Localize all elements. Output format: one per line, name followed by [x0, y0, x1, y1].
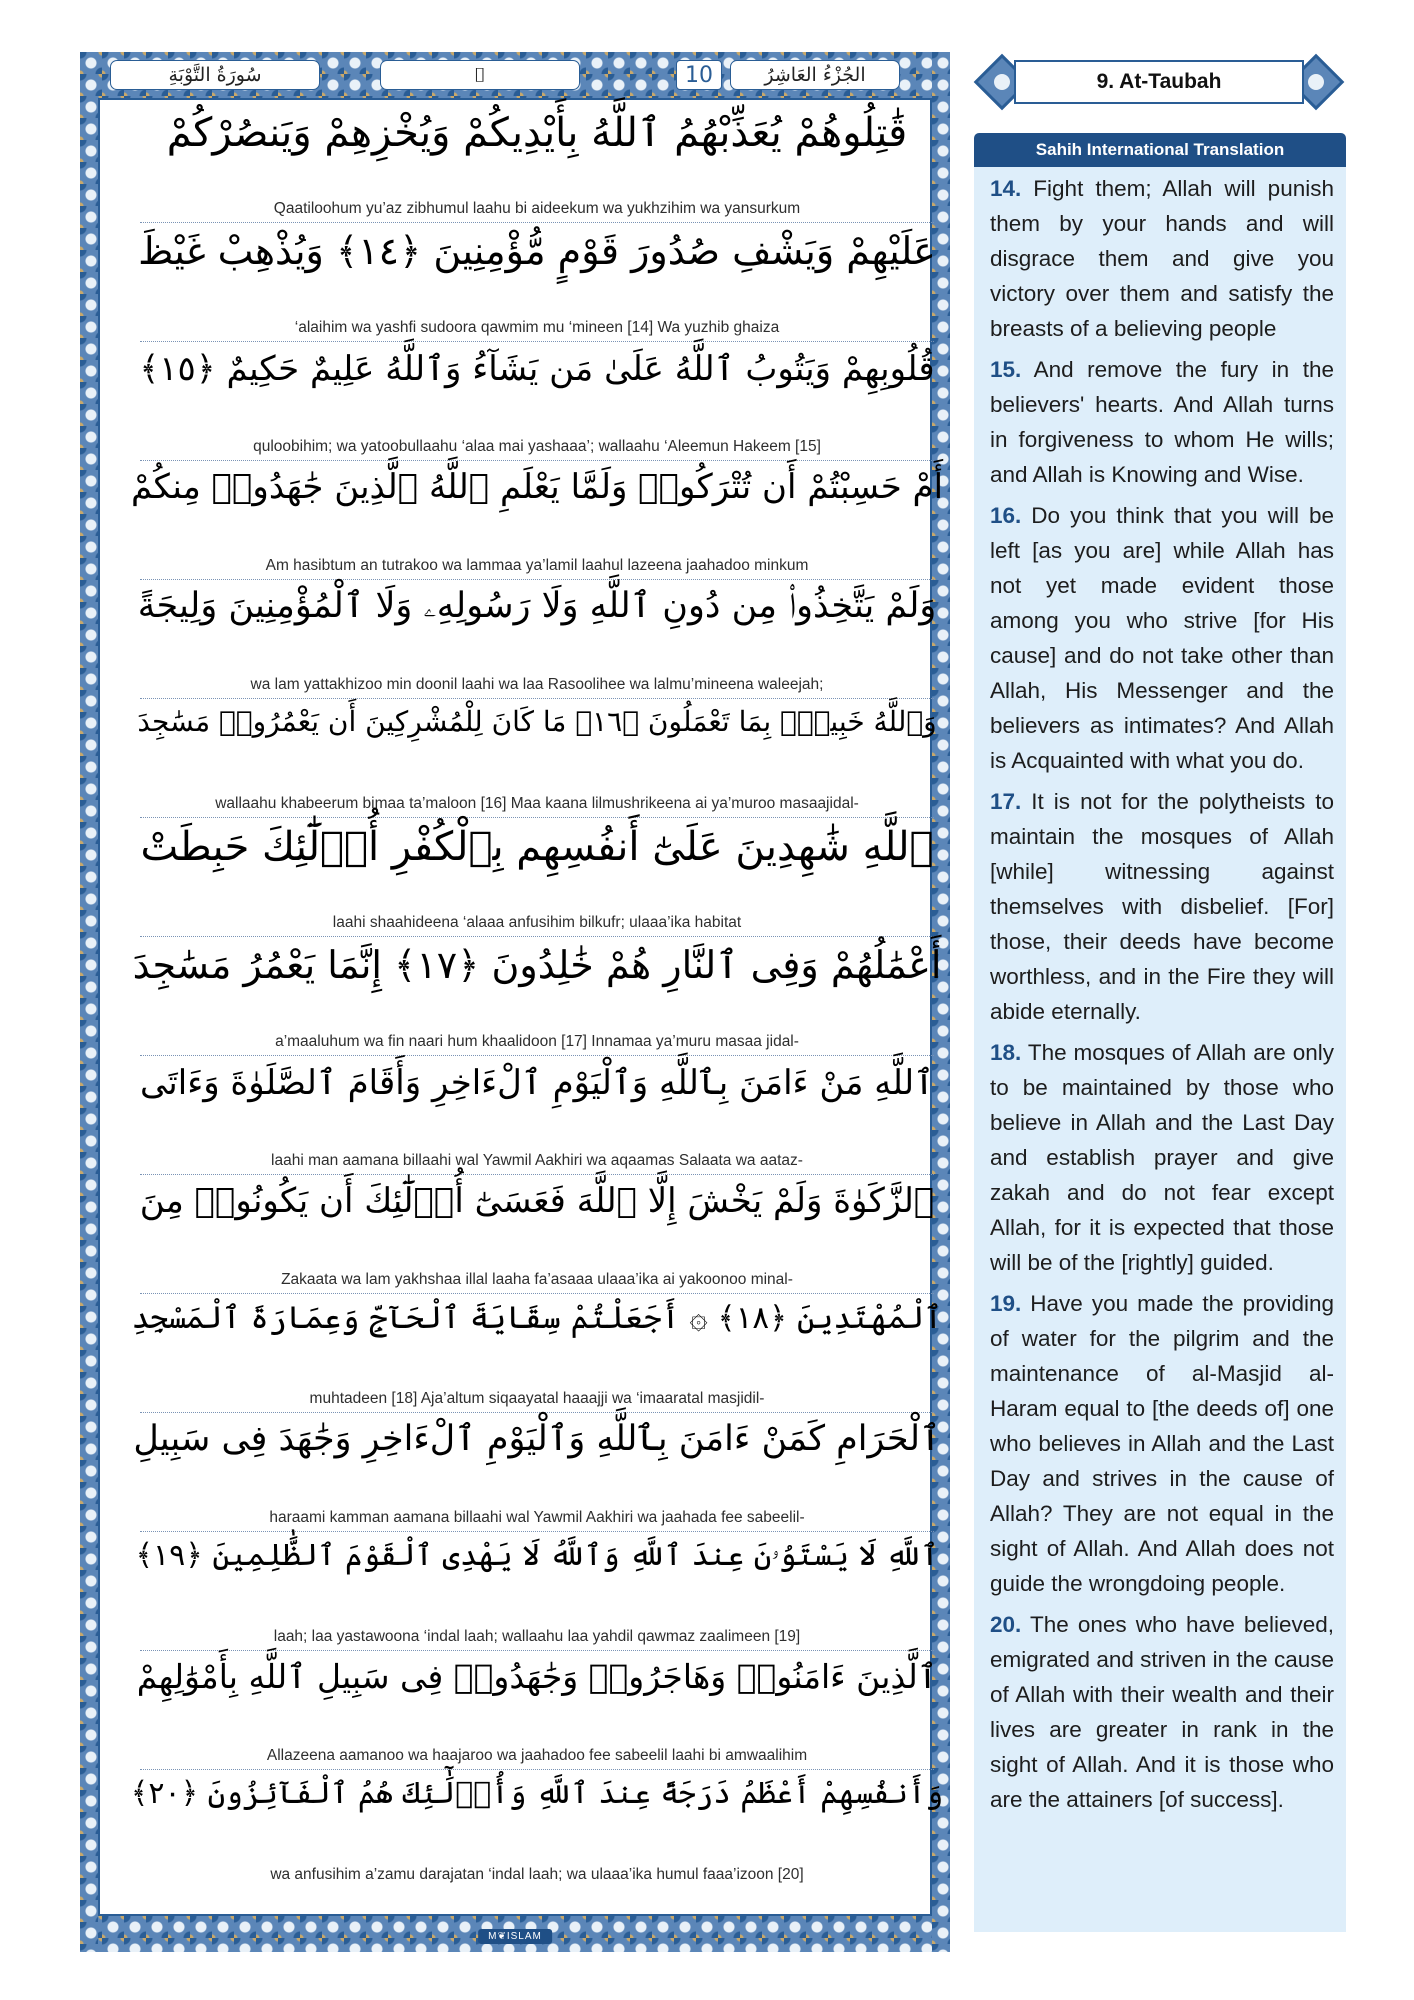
verse-area: [98, 98, 944, 1916]
verse-number: 18.: [990, 1040, 1022, 1065]
page-marker: ⌷: [380, 60, 580, 90]
translation-text: Fight them; Allah will punish them by your hands and will disgrace them and give you victory over them and satisfy the breasts of a believing people: [990, 176, 1334, 341]
translation-verse: [990, 1607, 1334, 1817]
transliteration-text: wallaahu khabeerum bimaa ta’maloon [16] Maa kaana lilmushrikeena ai ya’muroo masaajidal-: [215, 795, 859, 812]
verse-number: 14.: [990, 176, 1022, 201]
arabic-text: قُلُوبِهِمْ وَيَتُوبُ ٱللَّهُ عَلَىٰ مَن يَشَآءُ وَٱللَّهُ عَلِيمٌ حَكِيمٌ ﴿١٥﴾: [139, 349, 935, 389]
transliteration-text: laah; laa yastawoona ‘indal laah; wallaahu laa yahdil qawmaz zaalimeen [19]: [273, 1628, 801, 1645]
transliteration-text: muhtadeen [18] Aja’altum siqaayatal haaajji wa ‘imaaratal masjidil-: [309, 1390, 765, 1407]
transliteration-text: haraami kamman aamana billaahi wal Yawmil Aakhiri wa jaahada fee sabeelil-: [269, 1509, 805, 1526]
transliteration-text: quloobihim; wa yatoobullaahu ‘alaa mai yashaaa’; wallaahu ‘Aleemun Hakeem [15]: [253, 438, 821, 455]
translation-column: [974, 167, 1346, 1932]
transliteration-text: wa anfusihim a’zamu darajatan ‘indal laah; wa ulaaa’ika humul faaa’izoon [20]: [270, 1866, 804, 1883]
brand-logo: M❦ISLAM: [478, 1929, 552, 1944]
translation-text: Do you think that you will be left [as you are] while Allah has not yet made evident those among you who strive [for His cause] and do not take other than Allah, His Messenger and the believers as intimates? And Allah is Acquainted with what you do.: [990, 503, 1334, 773]
arabic-text: وَأَنفُسِهِمْ أَعْظَمُ دَرَجَةً عِندَ ٱللَّهِ وَأُو۟لَٰٓئِكَ هُمُ ٱلْفَآئِزُونَ ﴿٢٠﴾: [130, 1776, 944, 1811]
transliteration-text: Am hasibtum an tutrakoo wa lammaa ya’lamil laahul lazeena jaahadoo minkum: [265, 557, 809, 574]
verse-line: [130, 1651, 944, 1770]
arabic-text: أَعْمَٰلُهُمْ وَفِى ٱلنَّارِ هُمْ خَٰلِدُونَ ﴿١٧﴾ إِنَّمَا يَعْمُرُ مَسَٰجِدَ: [132, 943, 942, 987]
translation-text: Have you made the providing of water for the pilgrim and the maintenance of al-Masjid al-Haram equal to [the deeds of] one who believes in Allah and the Last Day and strives in the cause of Allah? They are not equal in the sight of Allah. And Allah does not guide the wrongdoing people.: [990, 1291, 1334, 1596]
arabic-text: عَلَيْهِمْ وَيَشْفِ صُدُورَ قَوْمٍ مُّؤْمِنِينَ ﴿١٤﴾ وَيُذْهِبْ غَيْظَ: [138, 229, 936, 273]
surah-name-label: سُورَةُ التَّوْبَةِ: [110, 60, 320, 90]
translation-verse: [990, 784, 1334, 1029]
translation-text: And remove the fury in the believers' hearts. And Allah turns in forgiveness to whom He wills; and Allah is Knowing and Wise.: [990, 357, 1334, 487]
translation-verse: [990, 171, 1334, 346]
verse-line: [130, 461, 944, 580]
translation-verse: [990, 352, 1334, 492]
verse-line: [130, 580, 944, 699]
verse-line: [130, 342, 944, 461]
arabic-text: ٱللَّهِ مَنْ ءَامَنَ بِٱللَّهِ وَٱلْيَوْمِ ٱلْءَاخِرِ وَأَقَامَ ٱلصَّلَوٰةَ وَءَاتَى: [139, 1063, 935, 1103]
arabic-text: وَلَمْ يَتَّخِذُوا۟ مِن دُونِ ٱللَّهِ وَلَا رَسُولِهِۦ وَلَا ٱلْمُؤْمِنِينَ وَلِيجَةً: [137, 586, 937, 626]
arabic-text: ٱلْحَرَامِ كَمَنْ ءَامَنَ بِٱللَّهِ وَٱلْيَوْمِ ٱلْءَاخِرِ وَجَٰهَدَ فِى سَبِيلِ: [133, 1419, 941, 1459]
verse-line: [130, 1770, 944, 1889]
transliteration-text: Zakaata wa lam yakhshaa illal laaha fa’asaaa ulaaa’ika ai yakoonoo minal-: [281, 1271, 793, 1288]
translation-text: The mosques of Allah are only to be maintained by those who believe in Allah and the Last Day and establish prayer and give zakah and do not fear except Allah, for it is expected that those will be of the [rightly] guided.: [990, 1040, 1334, 1275]
translation-header: Sahih International Translation: [974, 133, 1346, 167]
arabic-text: قَٰتِلُوهُمْ يُعَذِّبْهُمُ ٱللَّهُ بِأَيْدِيكُمْ وَيُخْزِهِمْ وَيَنصُرْكُمْ: [166, 110, 908, 156]
verse-number: 20.: [990, 1612, 1022, 1637]
juz-number: 10: [676, 60, 722, 90]
surah-title-banner: [974, 56, 1344, 108]
verse-line: [130, 1056, 944, 1175]
arabic-text: ٱللَّهِ لَا يَسْتَوُۥنَ عِندَ ٱللَّهِ وَٱللَّهُ لَا يَهْدِى ٱلْقَوْمَ ٱلظَّٰلِمِينَ ﴿١٩﴾: [135, 1538, 939, 1573]
transliteration-text: ‘alaihim wa yashfi sudoora qawmim mu ‘mineen [14] Wa yuzhib ghaiza: [294, 319, 780, 336]
transliteration-text: a’maaluhum wa fin naari hum khaalidoon [17] Innamaa ya’muru masaa jidal-: [275, 1033, 799, 1050]
translation-text: It is not for the polytheists to maintain the mosques of Allah [while] witnessing against themselves with disbelief. [For] those, their deeds have become worthless, and in the Fire they will abide eternally.: [990, 789, 1334, 1024]
arabic-text: ٱللَّهِ شَٰهِدِينَ عَلَىٰٓ أَنفُسِهِم بِٱلْكُفْرِ أُو۟لَٰٓئِكَ حَبِطَتْ: [140, 824, 934, 870]
arabic-text: أَمْ حَسِبْتُمْ أَن تُتْرَكُوا۟ وَلَمَّا يَعْلَمِ ٱللَّهُ ٱلَّذِينَ جَٰهَدُوا۟ مِنكُمْ: [130, 467, 944, 507]
verse-line: [130, 1294, 944, 1413]
verse-line: [130, 937, 944, 1056]
arabic-text: ٱلزَّكَوٰةَ وَلَمْ يَخْشَ إِلَّا ٱللَّهَ فَعَسَىٰٓ أُو۟لَٰٓئِكَ أَن يَكُونُوا۟ مِنَ: [139, 1181, 935, 1221]
transliteration-text: Qaatiloohum yu’az zibhumul laahu bi aideekum wa yukhzihim wa yansurkum: [273, 200, 801, 217]
arabic-text: ٱلَّذِينَ ءَامَنُوا۟ وَهَاجَرُوا۟ وَجَٰهَدُوا۟ فِى سَبِيلِ ٱللَّهِ بِأَمْوَٰلِهِمْ: [136, 1657, 938, 1696]
verse-number: 17.: [990, 789, 1022, 814]
quran-page: [80, 52, 950, 1952]
translation-verse: [990, 1035, 1334, 1280]
arabic-text: ٱلْمُهْتَدِينَ ﴿١٨﴾ ۞ أَجَعَلْتُمْ سِقَايَةَ ٱلْحَآجِّ وَعِمَارَةَ ٱلْمَسْجِدِ: [131, 1300, 943, 1336]
verse-line: [130, 223, 944, 342]
verse-line: [130, 1532, 944, 1651]
verse-line: [130, 1413, 944, 1532]
verse-line: [130, 104, 944, 223]
transliteration-text: laahi shaahideena ‘alaaa anfusihim bilkufr; ulaaa’ika habitat: [332, 914, 742, 931]
verse-line: [130, 1175, 944, 1294]
verse-number: 19.: [990, 1291, 1022, 1316]
translation-text: The ones who have believed, emigrated and striven in the cause of Allah with their wealth and their lives are greater in rank in the sight of Allah. And it is those who are the attainers [of success].: [990, 1612, 1334, 1812]
verse-line: [130, 818, 944, 937]
verse-number: 15.: [990, 357, 1022, 382]
translation-verse: [990, 1286, 1334, 1601]
translation-verse: [990, 498, 1334, 778]
transliteration-text: laahi man aamana billaahi wal Yawmil Aakhiri wa aqaamas Salaata wa aataz-: [271, 1152, 803, 1169]
surah-title: 9. At-Taubah: [1014, 60, 1304, 104]
ornamental-border-left: [80, 52, 98, 1952]
transliteration-text: wa lam yattakhizoo min doonil laahi wa laa Rasoolihee wa lalmu’mineena waleejah;: [250, 676, 824, 693]
verse-line: [130, 699, 944, 818]
verse-number: 16.: [990, 503, 1022, 528]
transliteration-text: Allazeena aamanoo wa haajaroo wa jaahadoo fee sabeelil laahi bi amwaalihim: [266, 1747, 808, 1764]
juz-name-label: الجُزْءُ العَاشِرُ: [730, 60, 900, 90]
arabic-text: وَٱللَّهُ خَبِيرٌۢ بِمَا تَعْمَلُونَ ﴿١٦﴾ مَا كَانَ لِلْمُشْرِكِينَ أَن يَعْمُرُوا۟ مَسَٰجِدَ: [137, 705, 937, 738]
